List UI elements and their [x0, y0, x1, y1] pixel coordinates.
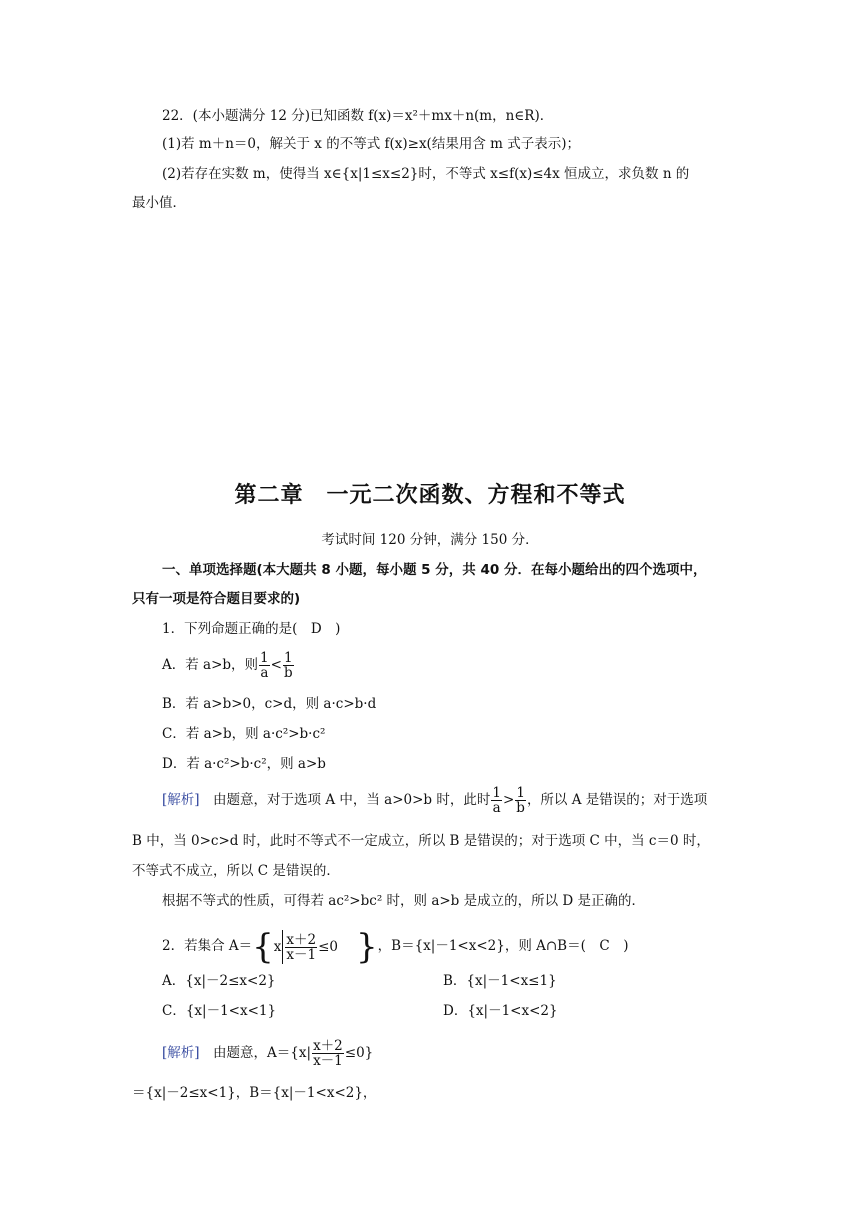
chapter-subtitle: 考试时间 120 分钟，满分 150 分．: [321, 532, 539, 548]
right-brace: }: [356, 926, 378, 967]
q1-analysis-line-4: 根据不等式的性质，可得若 ac²>bc² 时，则 a>b 是成立的，所以 D 是正确的．: [162, 893, 646, 909]
fraction-numerator: 1: [283, 650, 293, 666]
q2-stem-text: ，B＝{x|－1<x<2}，则 A∩B＝( C ): [377, 938, 629, 954]
q1-option-c: C．若 a>b，则 a·c²>b·c²: [162, 726, 326, 742]
analysis-tag: [解析]: [162, 792, 200, 808]
q1-analysis-line-3: 不等式不成立，所以 C 是错误的．: [132, 863, 340, 879]
q1-analysis-line-2: B 中，当 0>c>d 时，此时不等式不一定成立，所以 B 是错误的；对于选项 C 中，当 c＝0 时，: [132, 833, 710, 849]
fraction: [312, 1039, 344, 1068]
analysis-text: ，所以 A 是错误的；对于选项: [526, 792, 708, 808]
q22-line-3: (2)若存在实数 m，使得当 x∈{x|1≤x≤2}时，不等式 x≤f(x)≤4x 恒成立，求负数 n 的: [162, 166, 690, 182]
fraction-denominator: a: [260, 665, 269, 681]
q2-analysis-line-2: ＝{x|－2≤x<1}，B＝{x|－1<x<2}，: [132, 1085, 377, 1101]
fraction-denominator: x－1: [286, 946, 317, 963]
relation: >: [502, 792, 515, 808]
section-heading-line-1: 一、单项选择题(本大题共 8 小题，每小题 5 分，共 40 分．在每小题给出的四个选项中，: [162, 562, 707, 578]
set-builder: [274, 925, 338, 969]
relation: ≤0: [318, 938, 339, 955]
q1-stem: 1．下列命题正确的是( D ): [162, 621, 341, 637]
fraction-denominator: b: [283, 665, 293, 681]
q22-line-2: (1)若 m＋n＝0，解关于 x 的不等式 f(x)≥x(结果用含 m 式子表示)；: [162, 136, 580, 152]
analysis-tag: [解析]: [162, 1045, 200, 1061]
analysis-text: 由题意，对于选项 A 中，当 a>0>b 时，此时: [199, 792, 491, 808]
analysis-text: 由题意，A＝{x|: [199, 1045, 312, 1061]
q1-option-a: [162, 650, 295, 680]
relation: <: [270, 657, 282, 673]
q2-stem: [162, 924, 628, 969]
left-brace: {: [252, 926, 274, 967]
fraction: [283, 651, 294, 680]
q2-option-c: C．{x|－1<x<1}: [162, 1003, 277, 1019]
fraction: [491, 786, 502, 815]
fraction: [259, 651, 270, 680]
q2-option-b: B．{x|－1<x≤1}: [443, 973, 557, 989]
q1-option-a-text: A．若 a>b，则: [162, 657, 259, 673]
q2-analysis-line-1: [162, 1036, 373, 1070]
q1-option-d: D．若 a·c²>b·c²，则 a>b: [162, 756, 326, 772]
q1-option-b: B．若 a>b>0，c>d，则 a·c>b·d: [162, 696, 377, 712]
fraction-denominator: b: [516, 800, 525, 816]
fraction-numerator: 1: [260, 650, 269, 666]
fraction-numerator: 1: [516, 785, 525, 801]
chapter-title: 第二章 一元二次函数、方程和不等式: [234, 483, 626, 508]
q2-stem-text: 2．若集合 A＝: [162, 938, 253, 954]
set-variable: x: [273, 938, 282, 955]
fraction-numerator: 1: [492, 785, 501, 801]
fraction-numerator: x＋2: [286, 931, 317, 948]
fraction-numerator: x＋2: [313, 1038, 343, 1054]
q2-option-d: D．{x|－1<x<2}: [443, 1003, 558, 1019]
q22-line-4: 最小值．: [132, 195, 186, 211]
section-heading-line-2: 只有一项是符合题目要求的): [132, 591, 301, 607]
fraction: [285, 933, 317, 962]
fraction: [515, 786, 526, 815]
q2-option-a: A．{x|－2≤x<2}: [162, 973, 276, 989]
analysis-text: ≤0}: [344, 1045, 374, 1061]
q1-analysis-line-1: [162, 785, 707, 815]
q22-line-1: 22．(本小题满分 12 分)已知函数 f(x)＝x²＋mx＋n(m，n∈R)．: [162, 108, 554, 124]
fraction-denominator: x－1: [313, 1053, 343, 1069]
fraction-denominator: a: [492, 800, 501, 816]
